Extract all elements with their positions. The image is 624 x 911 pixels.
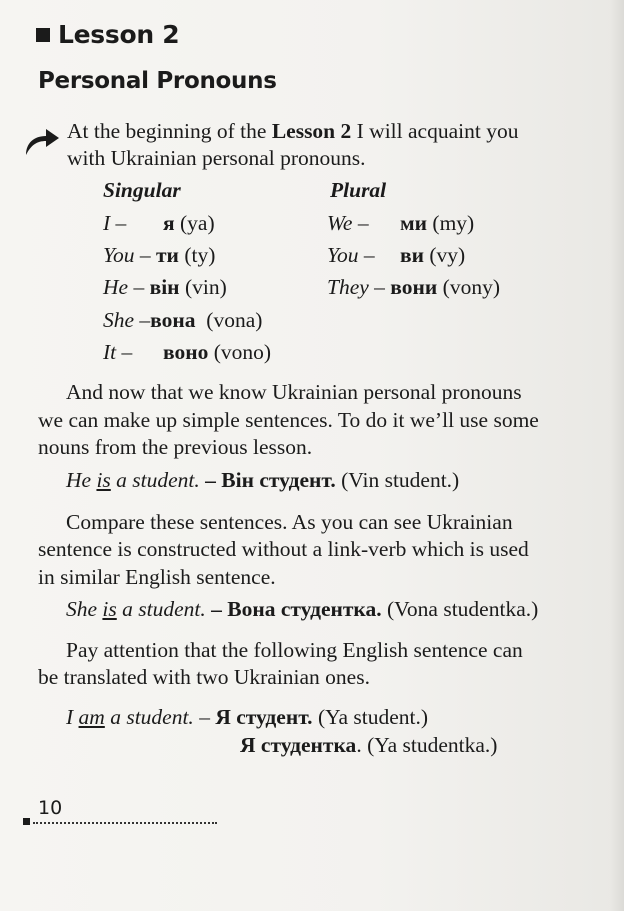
example-dash: – [193, 705, 216, 729]
pronoun-row [103, 245, 215, 267]
paragraph-line: we can make up simple sentences. To do it we’ll use some [38, 408, 539, 432]
intro-line-1 [67, 121, 518, 143]
example-en: a student. [110, 468, 200, 492]
pronoun-translit: (my) [432, 211, 475, 235]
pronoun-en: We – [327, 211, 369, 235]
pronoun-en: I – [103, 211, 127, 235]
example-en: He [66, 468, 97, 492]
pronoun-translit: (vona) [206, 308, 263, 332]
pronoun-uk: вона [150, 308, 196, 332]
pronoun-uk: воно [163, 340, 209, 364]
example-uk: Я студент. [215, 705, 313, 729]
intro-text: At the beginning of the [67, 119, 272, 143]
pronoun-en: You – [103, 243, 151, 267]
pronoun-row [327, 213, 474, 235]
pronoun-translit: (vony) [442, 275, 500, 299]
pronoun-en: He – [103, 275, 145, 299]
example-dash: – [199, 468, 222, 492]
pronoun-en: They – [327, 275, 385, 299]
example-sentence [66, 599, 538, 621]
lesson-title: Lesson 2 [58, 20, 180, 49]
example-en: I [66, 705, 79, 729]
example-uk: Він студент. [221, 468, 336, 492]
pronoun-row [103, 310, 262, 332]
pronoun-uk: він [149, 275, 180, 299]
pronoun-row [103, 213, 215, 235]
example-translit: (Vona studentka.) [381, 597, 539, 621]
example-verb: is [96, 468, 111, 492]
example-translit: . (Ya studentka.) [356, 733, 498, 757]
pronoun-row [327, 277, 500, 299]
pronoun-en: It – [103, 340, 133, 364]
pronoun-translit: (vono) [213, 340, 272, 364]
page-number: 10 [38, 797, 63, 819]
pronoun-uk: я [163, 211, 175, 235]
example-en: a student. [104, 705, 194, 729]
plural-header: Plural [330, 178, 387, 202]
paragraph-line: nouns from the previous lesson. [38, 435, 313, 459]
pronoun-uk: вони [390, 275, 438, 299]
footer-dotted-rule [33, 822, 217, 824]
pronoun-row [103, 342, 271, 364]
pronoun-translit: (vin) [184, 275, 227, 299]
lesson-heading [36, 20, 179, 49]
paragraph-line: be translated with two Ukrainian ones. [38, 665, 370, 689]
example-dash: – [205, 597, 228, 621]
footer-square-icon [23, 818, 30, 825]
intro-text: I will acquaint you [351, 119, 519, 143]
example-verb: am [78, 705, 105, 729]
paragraph-line: in similar English sentence. [38, 565, 276, 589]
example-en: She [66, 597, 103, 621]
pronoun-translit: (ya) [180, 211, 215, 235]
example-uk: Вона студентка. [227, 597, 382, 621]
example-sentence [66, 470, 459, 492]
pronoun-uk: ми [400, 211, 428, 235]
curved-arrow-icon [22, 123, 62, 159]
paragraph-line: sentence is constructed without a link-verb which is used [38, 537, 529, 561]
pronoun-uk: ви [400, 243, 424, 267]
example-translit: (Vin student.) [335, 468, 460, 492]
pronoun-en: You – [327, 243, 375, 267]
singular-header: Singular [103, 178, 181, 202]
intro-lesson-ref: Lesson 2 [271, 119, 352, 143]
paragraph-line: Compare these sentences. As you can see Ukrainian [66, 510, 513, 534]
example-en: a student. [116, 597, 206, 621]
pronoun-row [103, 277, 227, 299]
example-translit: (Ya student.) [312, 705, 429, 729]
example-verb: is [102, 597, 117, 621]
page-edge-shadow [610, 0, 624, 911]
pronoun-row [327, 245, 465, 267]
square-bullet-icon [36, 28, 50, 42]
pronoun-translit: (ty) [184, 243, 216, 267]
paragraph-line: Pay attention that the following English sentence can [66, 638, 523, 662]
pronoun-en: She – [103, 308, 151, 332]
section-title: Personal Pronouns [38, 68, 277, 94]
pronoun-translit: (vy) [429, 243, 466, 267]
intro-line-2: with Ukrainian personal pronouns. [67, 146, 366, 170]
pronoun-uk: ти [155, 243, 179, 267]
example-uk: Я студентка [240, 733, 357, 757]
paragraph-line: And now that we know Ukrainian personal pronouns [66, 380, 522, 404]
example-sentence [66, 707, 428, 729]
example-sentence-alt [240, 735, 497, 757]
